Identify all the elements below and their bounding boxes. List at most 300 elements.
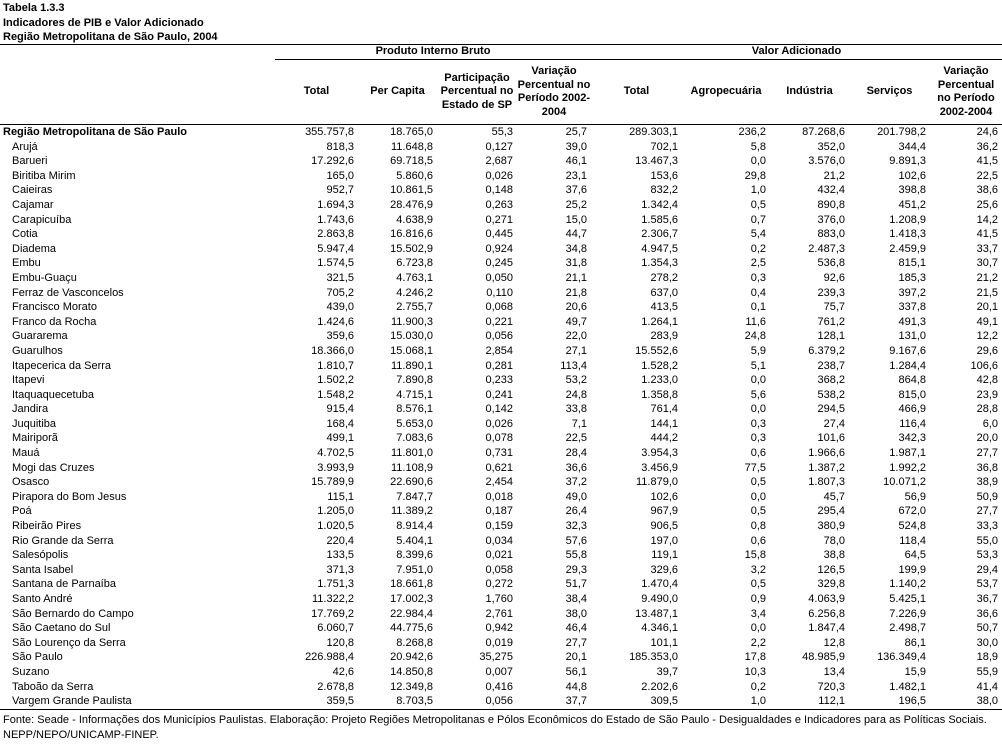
col-va-variacao-cell: 20,1: [976, 301, 998, 314]
col-pib-total-cell: 18.366,0: [311, 344, 354, 357]
col-va-servicos-cell: 342,3: [898, 432, 926, 445]
col-va-total-cell: 1.585,6: [641, 213, 678, 226]
table-number: Tabela 1.3.3: [3, 2, 65, 14]
col-pib-participacao-cell: 55,3: [491, 126, 513, 138]
col-va-total-cell: 832,2: [650, 184, 678, 197]
col-pib-total-cell: 499,1: [326, 432, 354, 445]
col-va-agropecuaria-cell: 15,8: [744, 549, 766, 562]
col-pib-variacao-cell: 46,4: [565, 622, 587, 635]
col-pib-total-cell: 1.502,2: [317, 374, 354, 387]
col-va-variacao-cell: 41,5: [976, 228, 998, 241]
col-pib-variacao-cell: 49,0: [565, 490, 587, 503]
col-va-total-cell: 11.879,0: [635, 476, 678, 489]
col-pib-variacao-cell: 57,6: [565, 534, 587, 547]
col-va-industria-cell: 21,2: [823, 169, 845, 182]
municipality-name: Diadema: [12, 242, 57, 255]
col-pib-variacao-cell: 38,0: [565, 607, 587, 620]
municipality-name: Santo André: [12, 593, 73, 605]
table-row: [0, 475, 1002, 490]
header-group-row: [0, 45, 1002, 60]
col-pib-variacao-cell: 22,5: [565, 432, 587, 445]
col-va-total-cell: 278,2: [650, 271, 678, 284]
col-va-variacao-cell: 18,9: [976, 651, 998, 664]
col-pib-participacao-cell: 0,942: [485, 622, 513, 635]
col-pib-variacao-cell: 28,4: [565, 447, 587, 460]
col-va-variacao-cell: 24,6: [976, 126, 998, 138]
col-va-industria-cell: 4.063,9: [808, 593, 845, 605]
col-pib-participacao-cell: 0,078: [485, 432, 513, 445]
header-col-va-agropecuaria: Agropecuária: [682, 60, 770, 125]
col-pib-participacao-cell: 0,021: [485, 549, 513, 562]
col-va-servicos-cell: 199,9: [898, 563, 926, 576]
col-va-agropecuaria-cell: 3,2: [750, 563, 766, 576]
col-pib-total-cell: 115,1: [327, 490, 354, 503]
header-col-pib-variacao: Variação Percentual no Período 2002-2004: [517, 60, 591, 125]
col-pib-total-cell: 220,4: [326, 534, 354, 547]
municipality-name: Pirapora do Bom Jesus: [12, 490, 127, 503]
header-col-pib-total: Total: [275, 60, 358, 125]
col-pib-per-capita-cell: 10.861,5: [390, 184, 433, 197]
col-va-agropecuaria-cell: 0,8: [750, 520, 766, 533]
col-va-agropecuaria-cell: 17,8: [744, 651, 766, 664]
col-pib-participacao-cell: 35,275: [479, 651, 513, 664]
col-va-total-cell: 3.456,9: [641, 461, 678, 474]
col-va-total-cell: 1.264,1: [641, 315, 678, 328]
col-va-industria-cell: 87.268,6: [802, 126, 845, 138]
footnote: Fonte: Seade - Informações dos Municípios Paulistas. Elaboração: Projeto Regiões Metropolitanas e Pólos Econômicos do Estado de São Paulo - Desigualdades e Indicadores para as Políticas Sociais. NEPP/NEPO/UNICAMP-FINEP.: [3, 714, 987, 741]
col-pib-variacao-cell: 29,3: [565, 563, 587, 576]
col-va-industria-cell: 238,7: [817, 359, 845, 372]
col-va-industria-cell: 720,3: [817, 680, 845, 693]
header-group-va: Valor Adicionado: [591, 45, 1002, 60]
col-va-total-cell: 13.487,1: [635, 607, 678, 620]
col-va-industria-cell: 295,4: [817, 505, 845, 518]
col-va-variacao-cell: 53,3: [976, 549, 998, 562]
col-va-variacao-cell: 36,8: [976, 461, 998, 474]
col-va-variacao-cell: 27,7: [976, 447, 998, 460]
table-title: Indicadores de PIB e Valor Adicionado: [3, 16, 204, 29]
col-pib-per-capita-cell: 2.755,7: [396, 301, 433, 314]
col-va-industria-cell: 883,0: [817, 228, 845, 241]
col-pib-variacao-cell: 53,2: [565, 374, 587, 387]
municipality-name: Santa Isabel: [12, 563, 74, 576]
table-row: [0, 402, 1002, 417]
col-pib-per-capita-cell: 8.703,5: [358, 694, 437, 709]
col-pib-participacao-cell: 0,731: [485, 447, 513, 460]
col-va-agropecuaria-cell: 0,9: [750, 593, 766, 605]
col-va-industria-cell: 329,8: [817, 578, 845, 591]
col-pib-per-capita-cell: 11.648,8: [390, 140, 433, 153]
table-body: [0, 125, 1002, 710]
col-pib-total-cell: 705,2: [326, 286, 354, 299]
col-va-industria-cell: 48.985,9: [802, 651, 845, 664]
col-va-total-cell: 1.358,8: [641, 388, 678, 401]
table-row: [0, 213, 1002, 228]
col-va-industria-cell: 761,2: [817, 315, 845, 328]
col-pib-per-capita-cell: 44.775,6: [390, 622, 433, 635]
table-row: [0, 359, 1002, 374]
col-va-agropecuaria-cell: 10,3: [744, 665, 766, 678]
col-pib-total-cell: 17.292,6: [311, 155, 354, 168]
col-pib-participacao-cell: 0,007: [485, 665, 513, 678]
col-va-agropecuaria-cell: 0,7: [750, 213, 766, 226]
col-va-variacao-cell: 22,5: [976, 169, 998, 182]
col-va-industria-cell: 27,4: [823, 417, 845, 430]
col-va-servicos-cell: 102,6: [898, 169, 926, 182]
col-va-industria-cell: 45,7: [823, 490, 845, 503]
col-va-agropecuaria-cell: 0,0: [750, 403, 766, 416]
col-va-servicos-cell: 196,5: [849, 694, 930, 709]
col-va-agropecuaria-cell: 5,8: [750, 140, 766, 153]
municipality-name: Embu: [12, 257, 41, 270]
col-va-total-cell: 1.233,0: [641, 374, 678, 387]
table-row-total: [0, 125, 1002, 140]
col-va-total-cell: 4.346,1: [641, 622, 678, 635]
col-pib-total-cell: 952,7: [326, 184, 354, 197]
col-pib-per-capita-cell: 69.718,5: [390, 155, 433, 168]
col-pib-total-cell: 168,4: [326, 417, 354, 430]
col-pib-participacao-cell: 0,241: [485, 388, 513, 401]
col-pib-participacao-cell: 0,221: [485, 315, 513, 328]
col-va-industria-cell: 13,4: [823, 665, 845, 678]
col-va-total-cell: 144,1: [650, 417, 678, 430]
col-va-agropecuaria-cell: 5,4: [750, 228, 766, 241]
col-pib-participacao-cell: 0,034: [485, 534, 513, 547]
col-pib-participacao-cell: 0,924: [485, 242, 513, 255]
header-name-cell: [0, 60, 275, 125]
col-va-servicos-cell: 491,3: [898, 315, 926, 328]
col-va-agropecuaria-cell: 0,0: [750, 374, 766, 387]
col-va-servicos-cell: 1.284,4: [889, 359, 926, 372]
col-va-variacao-cell: 55,0: [976, 534, 998, 547]
col-pib-per-capita-cell: 18.661,8: [390, 578, 433, 591]
header-columns-row: [0, 60, 1002, 125]
header-empty-cell: [0, 45, 275, 60]
col-pib-per-capita-cell: 12.349,8: [390, 680, 433, 693]
col-va-variacao-cell: 29,4: [976, 563, 998, 576]
col-pib-participacao-cell: 0,233: [485, 374, 513, 387]
col-va-total-cell: 761,4: [650, 403, 678, 416]
municipality-name: São Lourenço da Serra: [12, 636, 126, 649]
col-va-total-cell: 309,5: [591, 694, 682, 709]
col-va-industria-cell: 92,6: [823, 271, 845, 284]
table-row: [0, 227, 1002, 242]
col-pib-participacao-cell: 0,271: [485, 213, 513, 226]
col-va-servicos-cell: 672,0: [898, 505, 926, 518]
col-va-industria-cell: 128,1: [817, 330, 845, 343]
col-va-variacao-cell: 36,2: [976, 140, 998, 153]
col-pib-variacao-cell: 36,6: [565, 461, 587, 474]
col-pib-per-capita-cell: 8.268,8: [396, 636, 433, 649]
col-pib-per-capita-cell: 4.763,1: [396, 271, 433, 284]
col-pib-participacao-cell: 0,272: [485, 578, 513, 591]
col-pib-variacao-cell: 51,7: [565, 578, 587, 591]
col-pib-variacao-cell: 25,7: [565, 126, 587, 138]
col-pib-per-capita-cell: 11.801,0: [390, 447, 433, 460]
col-pib-total-cell: 5.947,4: [317, 242, 354, 255]
col-pib-total-cell: 42,6: [332, 665, 354, 678]
table-row: [0, 256, 1002, 271]
col-pib-total-cell: 2.863,8: [317, 228, 354, 241]
col-va-total-cell: 289.303,1: [629, 126, 678, 138]
col-va-servicos-cell: 9.891,3: [889, 155, 926, 168]
municipality-name: Poá: [12, 505, 32, 518]
col-va-servicos-cell: 398,8: [898, 184, 926, 197]
col-pib-total-cell: 17.769,2: [311, 607, 354, 620]
municipality-name: Franco da Rocha: [12, 315, 97, 328]
col-pib-participacao-cell: 0,142: [485, 403, 513, 416]
col-va-variacao-cell: 28,8: [976, 403, 998, 416]
col-pib-total-cell: 3.993,9: [317, 461, 354, 474]
col-va-industria-cell: 12,8: [823, 636, 845, 649]
col-pib-variacao-cell: 37,2: [565, 476, 587, 489]
header-col-va-total: Total: [591, 60, 682, 125]
col-va-agropecuaria-cell: 0,4: [750, 286, 766, 299]
municipality-name: Osasco: [12, 476, 50, 489]
col-pib-per-capita-cell: 20.942,6: [390, 651, 433, 664]
col-va-agropecuaria-cell: 11,6: [745, 315, 766, 328]
col-va-servicos-cell: 451,2: [898, 198, 926, 211]
col-va-agropecuaria-cell: 0,0: [750, 490, 766, 503]
col-pib-total-cell: 355.757,8: [305, 126, 354, 138]
col-pib-total-cell: 915,4: [326, 403, 354, 416]
municipality-name: Cotia: [12, 228, 38, 241]
col-va-industria-cell: 6.379,2: [808, 344, 845, 357]
table-row: [0, 431, 1002, 446]
col-pib-participacao-cell: 0,159: [485, 520, 513, 533]
col-pib-total-cell: 1.020,5: [317, 520, 354, 533]
col-va-industria-cell: 78,0: [823, 534, 845, 547]
col-va-total-cell: 9.490,0: [641, 593, 678, 605]
col-pib-per-capita-cell: 15.030,0: [390, 330, 433, 343]
col-pib-per-capita-cell: 22.984,4: [390, 607, 433, 620]
col-pib-variacao-cell: 44,7: [565, 228, 587, 241]
table-row: [0, 665, 1002, 680]
col-va-variacao-cell: 30,7: [976, 257, 998, 270]
col-pib-per-capita-cell: 8.576,1: [396, 403, 433, 416]
col-va-total-cell: 413,5: [650, 301, 678, 314]
col-va-servicos-cell: 15,9: [904, 665, 926, 678]
col-pib-per-capita-cell: 15.502,9: [390, 242, 433, 255]
col-pib-variacao-cell: 15,0: [565, 213, 587, 226]
table-row: [0, 519, 1002, 534]
header-col-va-variacao: Variação Percentual no Período 2002-2004: [930, 60, 1002, 125]
col-pib-total-cell: 11.322,2: [311, 593, 354, 605]
col-va-total-cell: 2.202,6: [641, 680, 678, 693]
col-pib-total-cell: 359,6: [326, 330, 354, 343]
municipality-name: Ferraz de Vasconcelos: [12, 286, 124, 299]
col-pib-variacao-cell: 26,4: [565, 505, 587, 518]
col-va-variacao-cell: 21,2: [976, 271, 998, 284]
col-va-industria-cell: 126,5: [817, 563, 845, 576]
col-pib-participacao-cell: 0,056: [437, 694, 517, 709]
col-pib-total-cell: 1.751,3: [317, 578, 354, 591]
col-pib-variacao-cell: 56,1: [565, 665, 587, 678]
col-va-variacao-cell: 106,6: [970, 359, 998, 372]
table-row: [0, 650, 1002, 665]
table-row: [0, 548, 1002, 563]
col-pib-total-cell: 15.789,9: [311, 476, 354, 489]
table-row: [0, 607, 1002, 622]
col-va-total-cell: 967,9: [650, 505, 678, 518]
col-va-industria-cell: 1.387,2: [808, 461, 845, 474]
col-pib-variacao-cell: 25,2: [565, 198, 587, 211]
col-pib-participacao-cell: 0,058: [485, 563, 513, 576]
col-pib-participacao-cell: 0,026: [485, 417, 513, 430]
col-pib-per-capita-cell: 4.638,9: [396, 213, 433, 226]
col-va-variacao-cell: 27,7: [976, 505, 998, 518]
col-va-industria-cell: 352,0: [817, 140, 845, 153]
col-pib-variacao-cell: 21,1: [565, 271, 587, 284]
col-va-agropecuaria-cell: 2,2: [750, 636, 766, 649]
col-va-agropecuaria-cell: 2,5: [750, 257, 766, 270]
municipality-name: Francisco Morato: [12, 301, 97, 314]
col-va-total-cell: 702,1: [650, 140, 678, 153]
municipality-name: Itapevi: [12, 374, 45, 387]
header-col-pib-participacao: Participação Percentual no Estado de SP: [437, 60, 517, 125]
col-pib-participacao-cell: 0,148: [485, 184, 513, 197]
col-va-industria-cell: 2.487,3: [808, 242, 845, 255]
col-pib-total-cell: 321,5: [326, 271, 354, 284]
col-va-servicos-cell: 344,4: [898, 140, 926, 153]
col-va-industria-cell: 75,7: [823, 301, 845, 314]
col-va-agropecuaria-cell: 0,2: [750, 242, 766, 255]
table-row: [0, 183, 1002, 198]
col-va-total-cell: 1.342,4: [641, 198, 678, 211]
col-va-variacao-cell: 12,2: [976, 330, 998, 343]
table-row: [0, 504, 1002, 519]
municipality-name: Embu-Guaçu: [12, 271, 77, 284]
col-va-variacao-cell: 33,3: [976, 520, 998, 533]
col-va-industria-cell: 6.256,8: [808, 607, 845, 620]
col-pib-total-cell: 818,3: [326, 140, 354, 153]
col-pib-total-cell: 439,0: [326, 301, 354, 314]
col-pib-participacao-cell: 0,018: [485, 490, 513, 503]
col-pib-variacao-cell: 113,4: [560, 359, 587, 372]
col-va-total-cell: 101,1: [650, 636, 678, 649]
col-pib-per-capita-cell: 7.951,0: [396, 563, 433, 576]
col-va-agropecuaria-cell: 0,5: [750, 505, 766, 518]
table-subtitle: Região Metropolitana de São Paulo, 2004: [3, 31, 218, 43]
col-va-industria-cell: 38,8: [823, 549, 845, 562]
header-col-va-servicos: Serviços: [849, 60, 930, 125]
col-va-servicos-cell: 815,1: [898, 257, 926, 270]
col-va-agropecuaria-cell: 5,1: [750, 359, 766, 372]
col-va-variacao-cell: 49,1: [976, 315, 998, 328]
table-row: [0, 344, 1002, 359]
table-row: [0, 373, 1002, 388]
col-pib-total-cell: 1.574,5: [317, 257, 354, 270]
col-va-variacao-cell: 50,7: [976, 622, 998, 635]
col-pib-variacao-cell: 37,7: [517, 694, 591, 709]
municipality-name: Mogi das Cruzes: [12, 461, 95, 474]
col-pib-total-cell: 1.743,6: [317, 213, 354, 226]
col-pib-per-capita-cell: 5.860,6: [396, 169, 433, 182]
col-va-industria-cell: 890,8: [817, 198, 845, 211]
col-va-variacao-cell: 38,0: [930, 694, 1002, 709]
col-va-total-cell: 185.353,0: [629, 651, 678, 664]
col-pib-per-capita-cell: 7.847,7: [396, 490, 433, 503]
col-va-variacao-cell: 30,0: [976, 636, 998, 649]
col-pib-variacao-cell: 22,0: [565, 330, 587, 343]
col-va-total-cell: 637,0: [650, 286, 678, 299]
table-row: [0, 636, 1002, 651]
col-pib-participacao-cell: 0,445: [485, 228, 513, 241]
col-pib-variacao-cell: 38,4: [565, 593, 587, 605]
col-va-industria-cell: 538,2: [817, 388, 845, 401]
col-pib-total-cell: 1.810,7: [317, 359, 354, 372]
col-va-agropecuaria-cell: 236,2: [738, 126, 766, 138]
col-pib-total-cell: 359,5: [275, 694, 358, 709]
col-va-total-cell: 1.528,2: [641, 359, 678, 372]
col-pib-participacao-cell: 1,760: [485, 593, 513, 605]
municipality-name: Mauá: [12, 447, 40, 460]
col-va-agropecuaria-cell: 0,0: [750, 622, 766, 635]
col-va-industria-cell: 368,2: [817, 374, 845, 387]
col-pib-variacao-cell: 27,7: [565, 636, 587, 649]
col-va-variacao-cell: 33,7: [976, 242, 998, 255]
municipality-name: Itapecerica da Serra: [12, 359, 112, 372]
col-pib-per-capita-cell: 7.083,6: [396, 432, 433, 445]
col-va-industria-cell: 380,9: [817, 520, 845, 533]
col-va-servicos-cell: 86,1: [904, 636, 926, 649]
col-pib-participacao-cell: 0,281: [485, 359, 513, 372]
col-pib-total-cell: 226.988,4: [305, 651, 354, 664]
col-va-variacao-cell: 25,6: [976, 198, 998, 211]
municipality-name: Vargem Grande Paulista: [0, 694, 275, 709]
col-va-agropecuaria-cell: 0,5: [750, 198, 766, 211]
col-pib-variacao-cell: 20,6: [565, 301, 587, 314]
col-va-agropecuaria-cell: 0,3: [750, 432, 766, 445]
col-va-agropecuaria-cell: 29,8: [744, 169, 766, 182]
col-va-total-cell: 2.306,7: [641, 228, 678, 241]
municipality-name: Cajamar: [12, 198, 54, 211]
col-va-variacao-cell: 42,8: [976, 374, 998, 387]
col-pib-per-capita-cell: 11.108,9: [390, 461, 433, 474]
col-va-total-cell: 906,5: [650, 520, 678, 533]
municipality-name: Guarulhos: [12, 344, 63, 357]
col-va-servicos-cell: 116,4: [899, 417, 926, 430]
col-va-servicos-cell: 136.349,4: [877, 651, 926, 664]
col-va-servicos-cell: 2.498,7: [889, 622, 926, 635]
table-row: [0, 490, 1002, 505]
col-pib-total-cell: 6.060,7: [317, 622, 354, 635]
col-pib-total-cell: 1.694,3: [317, 198, 354, 211]
municipality-name: Caieiras: [12, 184, 53, 197]
col-va-total-cell: 102,6: [650, 490, 678, 503]
col-va-variacao-cell: 36,6: [976, 607, 998, 620]
col-va-servicos-cell: 201.798,2: [877, 126, 926, 138]
col-pib-total-cell: 1.424,6: [317, 315, 354, 328]
col-va-agropecuaria-cell: 0,2: [750, 680, 766, 693]
col-pib-variacao-cell: 20,1: [565, 651, 587, 664]
municipality-name: Salesópolis: [12, 549, 69, 562]
col-pib-total-cell: 133,5: [326, 549, 354, 562]
col-va-agropecuaria-cell: 0,3: [750, 417, 766, 430]
col-pib-variacao-cell: 32,3: [565, 520, 587, 533]
col-va-variacao-cell: 36,7: [976, 593, 998, 605]
col-va-total-cell: 4.947,5: [641, 242, 678, 255]
col-va-variacao-cell: 23,9: [976, 388, 998, 401]
col-pib-per-capita-cell: 6.723,8: [396, 257, 433, 270]
municipality-name: Rio Grande da Serra: [12, 534, 114, 547]
municipality-name: Taboão da Serra: [12, 680, 94, 693]
municipality-name: São Bernardo do Campo: [12, 607, 134, 620]
table-row: [0, 592, 1002, 607]
data-table: [0, 44, 1002, 710]
col-va-servicos-cell: 10.071,2: [883, 476, 926, 489]
col-pib-total-cell: 1.205,0: [317, 505, 354, 518]
